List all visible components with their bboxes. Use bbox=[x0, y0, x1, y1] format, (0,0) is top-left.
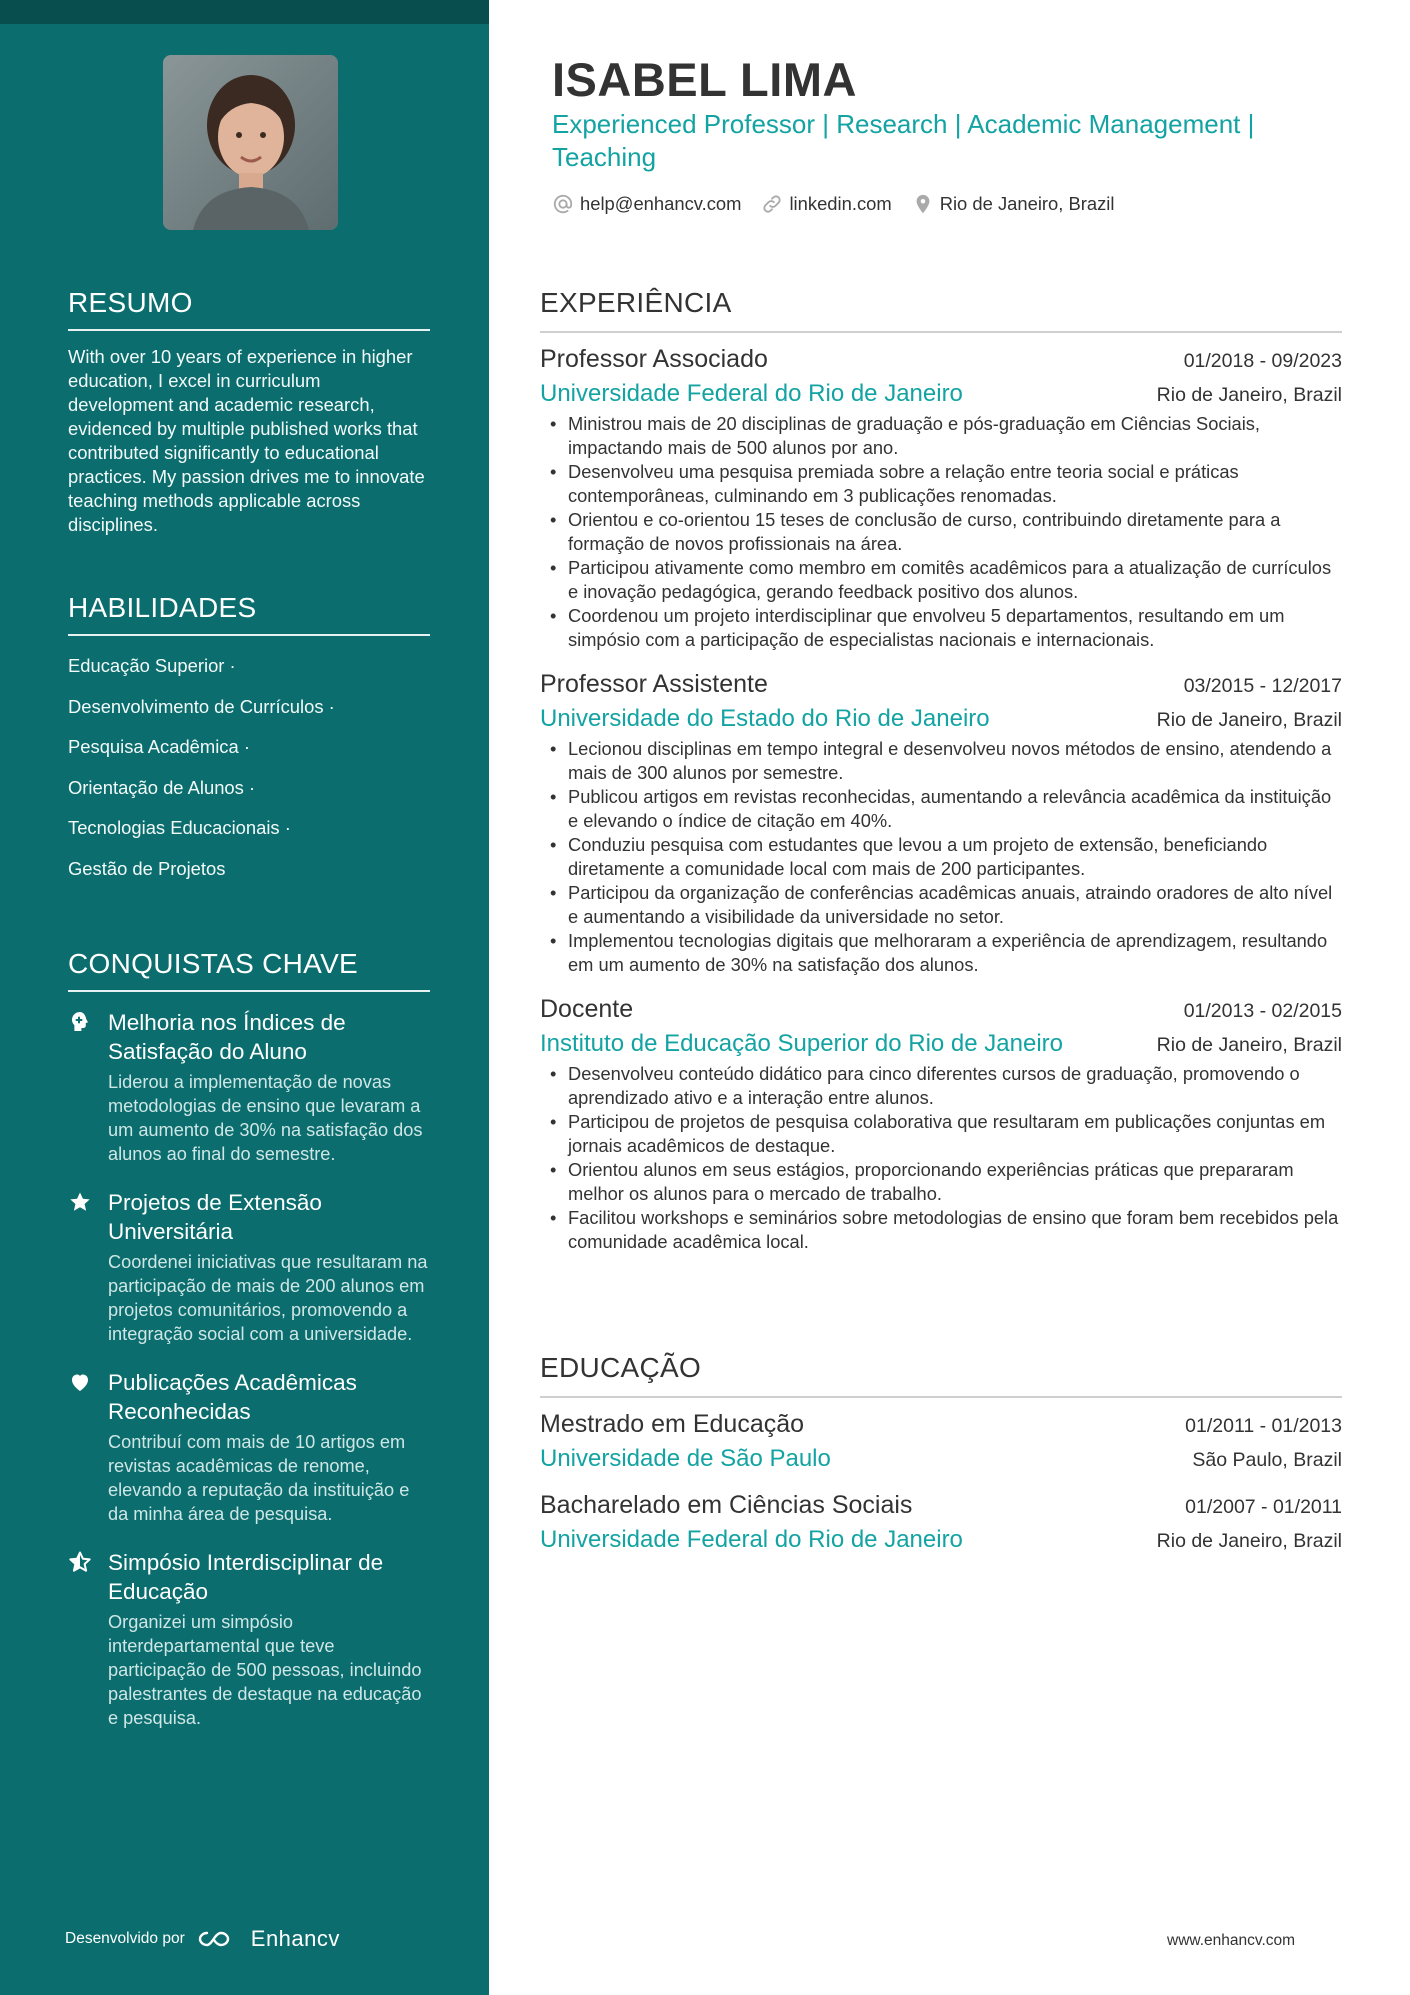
brand-logo[interactable] bbox=[195, 1926, 340, 1952]
tagline: Experienced Professor | Research | Academic Management | Teaching bbox=[552, 109, 1255, 172]
job-bullet: • Participou de projetos de pesquisa colaborativa que resultaram em publicações conjuntas em jornais acadêmicos de destaque. bbox=[550, 1110, 1342, 1158]
job-bullet: • Implementou tecnologias digitais que melhoraram a experiência de aprendizagem, resultando em um aumento de 30% na satisfação dos alunos. bbox=[550, 929, 1342, 977]
achievement-item bbox=[68, 1188, 430, 1346]
job-location: Rio de Janeiro, Brazil bbox=[1156, 709, 1342, 731]
brain-icon bbox=[68, 1010, 92, 1034]
skill-item: Pesquisa Acadêmica · bbox=[68, 736, 250, 757]
education-location: Rio de Janeiro, Brazil bbox=[1156, 1530, 1342, 1552]
experience-heading: EXPERIÊNCIA bbox=[540, 287, 1342, 333]
achievement-desc: Contribuí com mais de 10 artigos em revistas acadêmicas de renome, elevando a reputação da instituição e da minha área de pesquisa. bbox=[108, 1432, 410, 1524]
degree: Mestrado em Educação bbox=[540, 1410, 805, 1438]
education-section bbox=[540, 1352, 1342, 1554]
education-entry bbox=[540, 1410, 1342, 1473]
education-location: São Paulo, Brazil bbox=[1192, 1449, 1342, 1471]
job-bullet: • Participou ativamente como membro em comitês acadêmicos para a atualização de currículos e inovação pedagógica, gerando feedback positivo dos alunos. bbox=[550, 556, 1342, 604]
location-text: Rio de Janeiro, Brazil bbox=[939, 193, 1115, 214]
job-entry bbox=[540, 345, 1342, 652]
job-bullet: • Lecionou disciplinas em tempo integral e desenvolveu novos métodos de ensino, atendendo a mais de 300 alunos por semestre. bbox=[550, 737, 1342, 785]
job-entry bbox=[540, 670, 1342, 977]
email-text: help@enhancv.com bbox=[580, 193, 742, 214]
contact-linkedin[interactable] bbox=[761, 193, 891, 215]
job-bullet: • Participou da organização de conferências acadêmicas anuais, atraindo oradores de alto nível e aumentando a visibilidade da universidade no setor. bbox=[550, 881, 1342, 929]
skill-item: Gestão de Projetos bbox=[68, 857, 226, 879]
job-title: Docente bbox=[540, 995, 634, 1023]
job-location: Rio de Janeiro, Brazil bbox=[1156, 1034, 1342, 1056]
job-title: Professor Associado bbox=[540, 345, 768, 373]
summary-text: With over 10 years of experience in higher education, I excel in curriculum development and academic research, evidenced by multiple published works that contributed significantly to educational practices. My passion drives me to innovate teaching methods applicable across disciplines. bbox=[68, 346, 425, 535]
job-org: Universidade Federal do Rio de Janeiro bbox=[540, 380, 963, 407]
job-bullet: • Orientou alunos em seus estágios, proporcionando experiências práticas que prepararam melhor os alunos para o mercado de trabalho. bbox=[550, 1158, 1342, 1206]
job-date: 01/2013 - 02/2015 bbox=[1183, 1000, 1342, 1022]
location-pin-icon bbox=[912, 193, 934, 215]
education-date: 01/2011 - 01/2013 bbox=[1185, 1415, 1342, 1437]
star-icon bbox=[68, 1190, 92, 1214]
achievement-desc: Liderou a implementação de novas metodologias de ensino que levaram a um aumento de 30% na satisfação dos alunos ao final do semestre. bbox=[108, 1072, 423, 1164]
contact-bar bbox=[552, 193, 1114, 215]
powered-by-label: Desenvolvido por bbox=[65, 1930, 185, 1947]
skill-item: Educação Superior · bbox=[68, 655, 236, 676]
summary-section bbox=[68, 287, 430, 537]
linkedin-text: linkedin.com bbox=[789, 193, 892, 214]
skill-item: Desenvolvimento de Currículos · bbox=[68, 695, 335, 717]
heart-icon bbox=[68, 1370, 92, 1394]
sidebar bbox=[0, 0, 489, 1995]
achievements-heading: CONQUISTAS CHAVE bbox=[68, 948, 430, 992]
school: Universidade Federal do Rio de Janeiro bbox=[540, 1526, 963, 1553]
job-org: Instituto de Educação Superior do Rio de Janeiro bbox=[540, 1030, 1063, 1057]
job-bullet: • Coordenou um projeto interdisciplinar que envolveu 5 departamentos, resultando em um simpósio com a participação de especialistas nacionais e internacionais. bbox=[550, 604, 1342, 652]
skills-list bbox=[68, 646, 430, 889]
job-bullet: • Orientou e co-orientou 15 teses de conclusão de curso, contribuindo diretamente para a formação de novos profissionais na área. bbox=[550, 508, 1342, 556]
powered-by bbox=[65, 1926, 340, 1952]
job-entry bbox=[540, 995, 1342, 1254]
footer-url[interactable]: www.enhancv.com bbox=[1167, 1932, 1296, 1949]
achievement-desc: Organizei um simpósio interdepartamental que teve participação de 500 pessoas, incluindo palestrantes de destaque na educação e pesquisa. bbox=[108, 1612, 422, 1728]
infinity-icon bbox=[195, 1927, 243, 1951]
achievements-section bbox=[68, 948, 430, 1730]
job-bullet: • Desenvolveu conteúdo didático para cinco diferentes cursos de graduação, promovendo o aprendizado ativo e a interação entre alunos. bbox=[550, 1062, 1342, 1110]
job-bullets bbox=[540, 737, 1342, 977]
job-date: 01/2018 - 09/2023 bbox=[1183, 350, 1342, 372]
job-bullet: • Publicou artigos em revistas reconhecidas, aumentando a relevância acadêmica da instituição e elevando o índice de citação em 40%. bbox=[550, 785, 1342, 833]
at-icon bbox=[552, 193, 574, 215]
achievement-item bbox=[68, 1368, 430, 1526]
contact-location bbox=[912, 193, 1115, 215]
job-bullet: • Conduziu pesquisa com estudantes que levou a um projeto de extensão, beneficiando diretamente a comunidade local com mais de 200 participantes. bbox=[550, 833, 1342, 881]
profile-photo bbox=[163, 55, 338, 230]
job-bullet: • Facilitou workshops e seminários sobre metodologias de ensino que foram bem recebidos pela comunidade acadêmica local. bbox=[550, 1206, 1342, 1254]
candidate-name: ISABEL LIMA bbox=[552, 53, 857, 106]
achievement-title: Melhoria nos Índices de Satisfação do Aluno bbox=[108, 1010, 346, 1064]
achievement-desc: Coordenei iniciativas que resultaram na participação de mais de 200 alunos em projetos comunitários, promovendo a integração social com a universidade. bbox=[108, 1252, 428, 1344]
job-location: Rio de Janeiro, Brazil bbox=[1156, 384, 1342, 406]
half-star-icon bbox=[68, 1550, 92, 1574]
skills-section bbox=[68, 592, 430, 889]
sidebar-top-bar bbox=[0, 0, 489, 24]
contact-email[interactable] bbox=[552, 193, 741, 215]
job-bullet: • Desenvolveu uma pesquisa premiada sobre a relação entre teoria social e práticas contemporâneas, culminando em 3 publicações renomadas. bbox=[550, 460, 1342, 508]
link-icon bbox=[761, 193, 783, 215]
experience-section bbox=[540, 287, 1342, 1254]
education-heading: EDUCAÇÃO bbox=[540, 1352, 1342, 1398]
achievement-title: Projetos de Extensão Universitária bbox=[108, 1190, 322, 1244]
skill-item: Orientação de Alunos · bbox=[68, 776, 256, 798]
achievement-item bbox=[68, 1008, 430, 1166]
skill-item: Tecnologias Educacionais · bbox=[68, 817, 291, 838]
achievement-title: Publicações Acadêmicas Reconhecidas bbox=[108, 1370, 357, 1424]
achievement-item bbox=[68, 1548, 430, 1730]
job-title: Professor Assistente bbox=[540, 670, 768, 698]
school: Universidade de São Paulo bbox=[540, 1445, 831, 1472]
education-date: 01/2007 - 01/2011 bbox=[1185, 1496, 1342, 1518]
degree: Bacharelado em Ciências Sociais bbox=[540, 1491, 913, 1519]
skills-heading: HABILIDADES bbox=[68, 592, 430, 636]
education-entry bbox=[540, 1491, 1342, 1554]
job-bullet: • Ministrou mais de 20 disciplinas de graduação e pós-graduação em Ciências Sociais, impactando mais de 500 alunos por ano. bbox=[550, 412, 1342, 460]
summary-heading: RESUMO bbox=[68, 287, 430, 331]
brand-name: Enhancv bbox=[250, 1926, 340, 1951]
job-bullets bbox=[540, 1062, 1342, 1254]
job-bullets bbox=[540, 412, 1342, 652]
job-date: 03/2015 - 12/2017 bbox=[1183, 675, 1342, 697]
job-org: Universidade do Estado do Rio de Janeiro bbox=[540, 705, 990, 732]
achievement-title: Simpósio Interdisciplinar de Educação bbox=[108, 1550, 384, 1604]
